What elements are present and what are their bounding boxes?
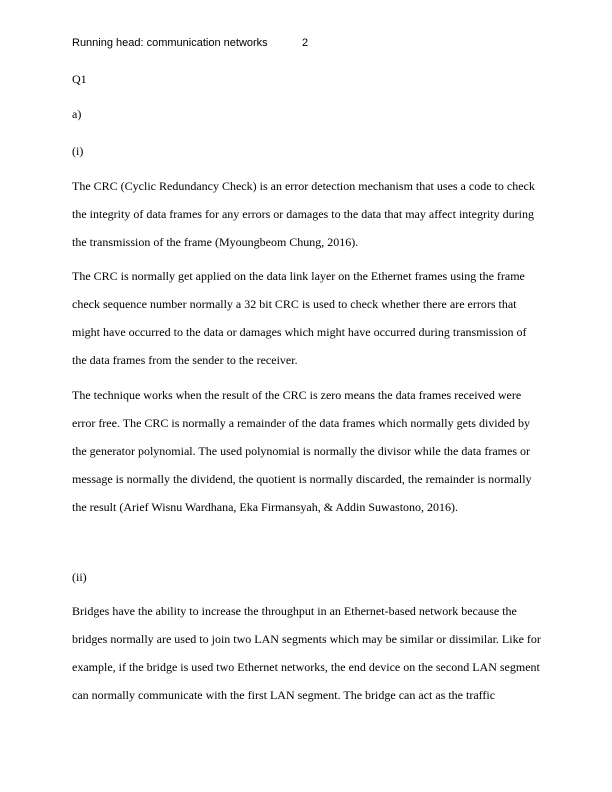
- part-label: a): [72, 107, 82, 121]
- paragraph-crc-definition: The CRC (Cyclic Redundancy Check) is an error detection mechanism that uses a code to check the integrity of data frames for any errors or damages to the data that may affect integrity during the transmission of the frame (Myoungbeom Chung, 2016).: [72, 179, 535, 249]
- subpart-label-ii: (ii): [72, 570, 87, 584]
- paragraph-crc-technique: The technique works when the result of the CRC is zero means the data frames received were error free. The CRC is normally a remainder of the data frames which normally gets divided by the generator polynomial. The used polynomial is normally the divisor while the data frames or message is normally the dividend, the quotient is normally discarded, the remainder is normally the result (Arief Wisnu Wardhana, Eka Firmansyah, & Addin Suwastono, 2016).: [72, 388, 532, 514]
- running-head: Running head: communication networks: [72, 37, 268, 49]
- subpart-label-i: (i): [72, 144, 84, 158]
- paragraph-bridges: Bridges have the ability to increase the throughput in an Ethernet-based network because the bridges normally are used to join two LAN segments which may be similar or dissimilar. Like for example, if the bridge is used two Ethernet networks, the end device on the second LAN segment can normally communicate with the first LAN segment. The bridge can act as the traffic: [72, 604, 541, 702]
- question-heading: Q1: [72, 72, 87, 86]
- page-number: 2: [302, 37, 309, 49]
- page-header: [72, 36, 540, 50]
- paragraph-crc-application: The CRC is normally get applied on the data link layer on the Ethernet frames using the frame check sequence number normally a 32 bit CRC is used to check whether there are errors that might have occurred to the data or damages which might have occurred during transmission of the data frames from the sender to the receiver.: [72, 269, 527, 367]
